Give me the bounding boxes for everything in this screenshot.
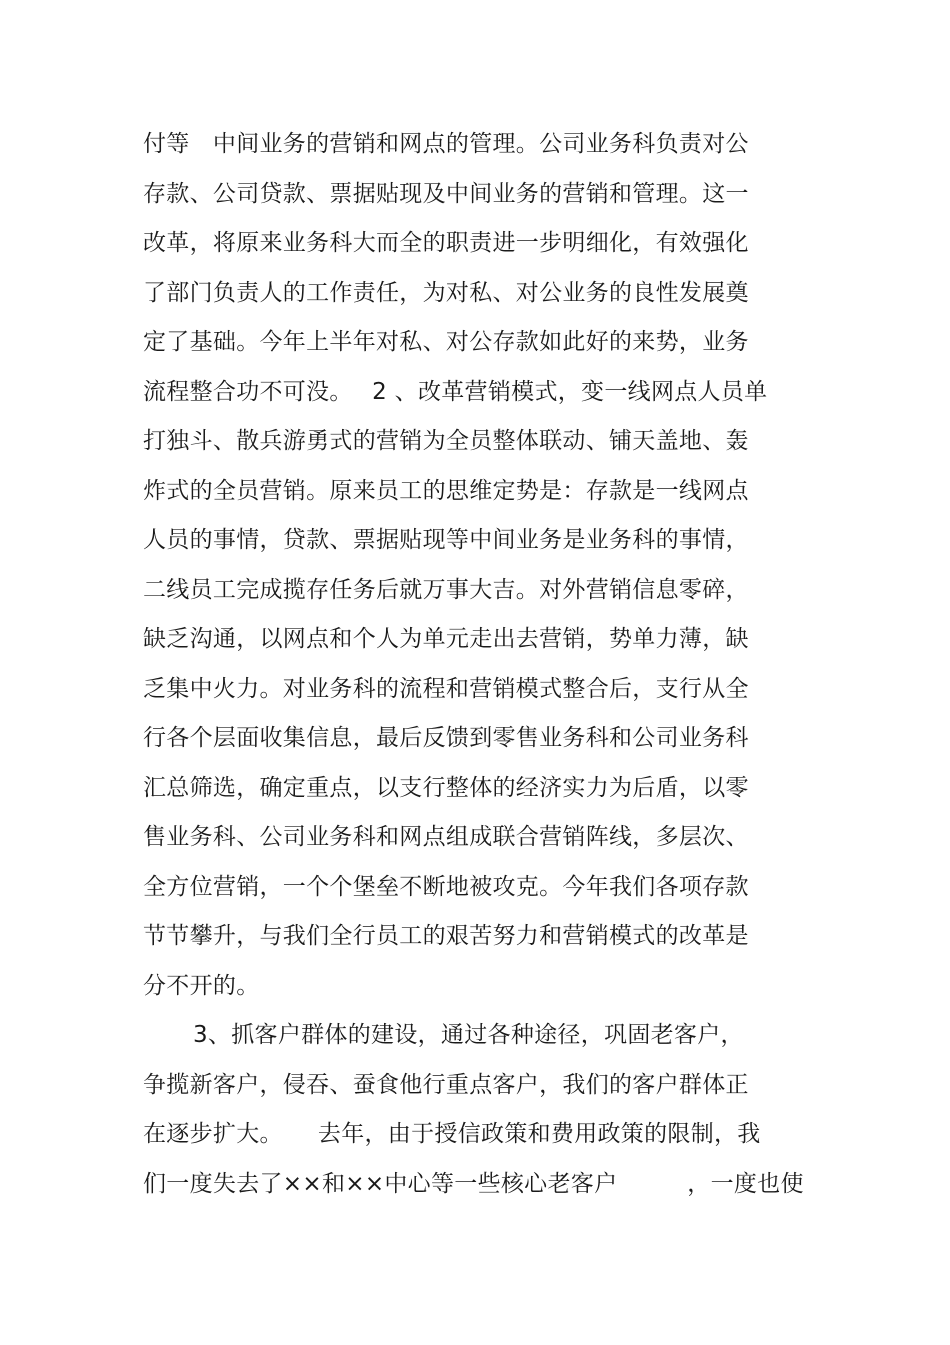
text-line: 们一度失去了××和××中心等一些核心老客户 ，一度也使	[143, 1170, 804, 1197]
text-line: 存款、公司贷款、票据贴现及中间业务的营销和管理。这一	[143, 180, 749, 207]
text-line: 争揽新客户，侵吞、蚕食他行重点客户，我们的客户群体正	[143, 1071, 749, 1098]
text-line: 行各个层面收集信息，最后反馈到零售业务科和公司业务科	[143, 725, 749, 751]
text-line: 乏集中火力。对业务科的流程和营销模式整合后，支行从全	[143, 675, 749, 702]
text-line: 缺乏沟通，以网点和个人为单元走出去营销，势单力薄，缺	[143, 626, 749, 652]
text-line: 汇总筛选，确定重点，以支行整体的经济实力为后盾，以零	[143, 774, 749, 801]
text-line: 炸式的全员营销。原来员工的思维定势是：存款是一线网点	[143, 477, 749, 504]
text-line: 了部门负责人的工作责任，为对私、对公业务的良性发展奠	[143, 279, 749, 306]
text-line: 流程整合功不可没。 2 、改革营销模式，变一线网点人员单	[143, 378, 768, 405]
paragraph-start-line: 3、抓客户群体的建设，通过各种途径，巩固老客户，	[193, 1022, 744, 1048]
text-line: 分不开的。	[143, 972, 260, 999]
text-line: 节节攀升，与我们全行员工的艰苦努力和营销模式的改革是	[143, 923, 749, 949]
text-line: 改革，将原来业务科大而全的职责进一步明细化，有效强化	[143, 230, 749, 256]
text-line: 定了基础。今年上半年对私、对公存款如此好的来势，业务	[143, 329, 749, 355]
text-line: 人员的事情，贷款、票据贴现等中间业务是业务科的事情，	[143, 527, 749, 553]
text-line: 二线员工完成揽存任务后就万事大吉。对外营销信息零碎，	[143, 576, 749, 603]
text-line: 打独斗、散兵游勇式的营销为全员整体联动、铺天盖地、轰	[143, 428, 749, 454]
body-text	[143, 120, 843, 1209]
text-line: 全方位营销，一个个堡垒不断地被攻克。今年我们各项存款	[143, 873, 749, 900]
text-line: 售业务科、公司业务科和网点组成联合营销阵线，多层次、	[143, 824, 749, 850]
text-line: 在逐步扩大。 去年，由于授信政策和费用政策的限制，我	[143, 1121, 761, 1147]
text-line: 付等 中间业务的营销和网点的管理。公司业务科负责对公	[143, 131, 749, 157]
